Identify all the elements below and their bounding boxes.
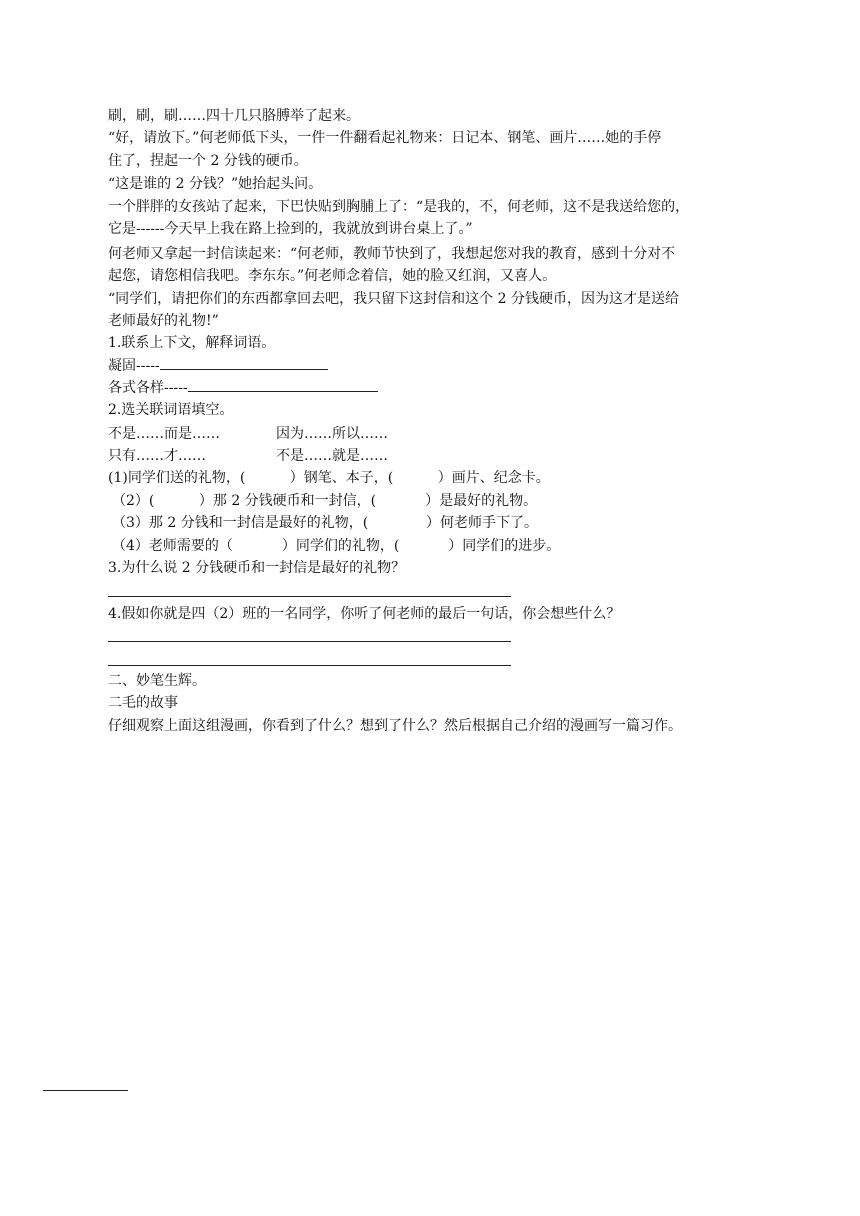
question-2-sentence-1: (1)同学们送的礼物，( ）钢笔、本子，( ）画片、纪念卡。	[108, 470, 550, 486]
answer-line[interactable]	[108, 665, 511, 666]
story-paragraph-3: “这是谁的 2 分钱？”她抬起头问。	[108, 176, 323, 192]
question-2-sentence-2: （2）( ）那 2 分钱硬币和一封信，( ）是最好的礼物。	[112, 493, 538, 509]
story-paragraph-5-line-1: 何老师又拿起一封信读起来：“何老师，教师节快到了，我想起您对我的教育，感到十分对不	[108, 246, 676, 262]
section-2-prompt: 仔细观察上面这组漫画，你看到了什么？想到了什么？然后根据自己介绍的漫画写一篇习作。	[108, 718, 682, 734]
story-paragraph-6-line-1: “同学们，请把你们的东西都拿回去吧，我只留下这封信和这个 2 分钱硬币，因为这才是送给	[108, 291, 679, 307]
story-paragraph-4-line-2: 它是------今天早上我在路上捡到的，我就放到讲台桌上了。”	[108, 221, 473, 237]
question-1-item-1	[108, 356, 328, 376]
answer-blank[interactable]	[188, 378, 378, 392]
footnote-separator	[43, 1090, 128, 1091]
story-paragraph-1: 刷，刷，刷……四十几只胳膊举了起来。	[108, 108, 360, 124]
question-1-title: 1.联系上下文，解释词语。	[108, 335, 276, 351]
story-paragraph-6-line-2: 老师最好的礼物!”	[108, 313, 219, 329]
connective-option: 不是……而是……	[108, 426, 220, 442]
question-2-title: 2.选关联词语填空。	[108, 402, 234, 418]
question-2-sentence-3: （3）那 2 分钱和一封信是最好的礼物，( ）何老师手下了。	[112, 515, 539, 531]
question-4-title: 4.假如你就是四（2）班的一名同学，你听了何老师的最后一句话，你会想些什么？	[108, 606, 621, 622]
word-label: 凝固-----	[108, 358, 160, 374]
section-2-subtitle: 二毛的故事	[108, 695, 178, 711]
story-paragraph-2-line-2: 住了，捏起一个 2 分钱的硬币。	[108, 153, 308, 169]
answer-blank[interactable]	[160, 356, 328, 370]
section-2-title: 二、妙笔生辉。	[108, 673, 206, 689]
answer-line[interactable]	[108, 641, 511, 642]
story-paragraph-4-line-1: 一个胖胖的女孩站了起来，下巴快贴到胸脯上了：“是我的，不，何老师，这不是我送给您的，	[108, 199, 690, 215]
connective-option: 只有……才……	[108, 448, 206, 464]
question-2-sentence-4: （4）老师需要的（ ）同学们的礼物，( ）同学们的进步。	[112, 538, 561, 554]
story-paragraph-2-line-1: “好，请放下。”何老师低下头，一件一件翻看起礼物来：日记本、钢笔、画片……她的手停	[108, 130, 662, 146]
question-1-item-2	[108, 378, 378, 398]
connective-option: 不是……就是……	[276, 448, 388, 464]
question-3-title: 3.为什么说 2 分钱硬币和一封信是最好的礼物？	[108, 560, 406, 576]
word-label: 各式各样-----	[108, 380, 188, 396]
story-paragraph-5-line-2: 起您，请您相信我吧。李东东。”何老师念着信，她的脸又红润，又喜人。	[108, 268, 557, 284]
answer-line[interactable]	[108, 596, 511, 597]
connective-option: 因为……所以……	[276, 426, 388, 442]
